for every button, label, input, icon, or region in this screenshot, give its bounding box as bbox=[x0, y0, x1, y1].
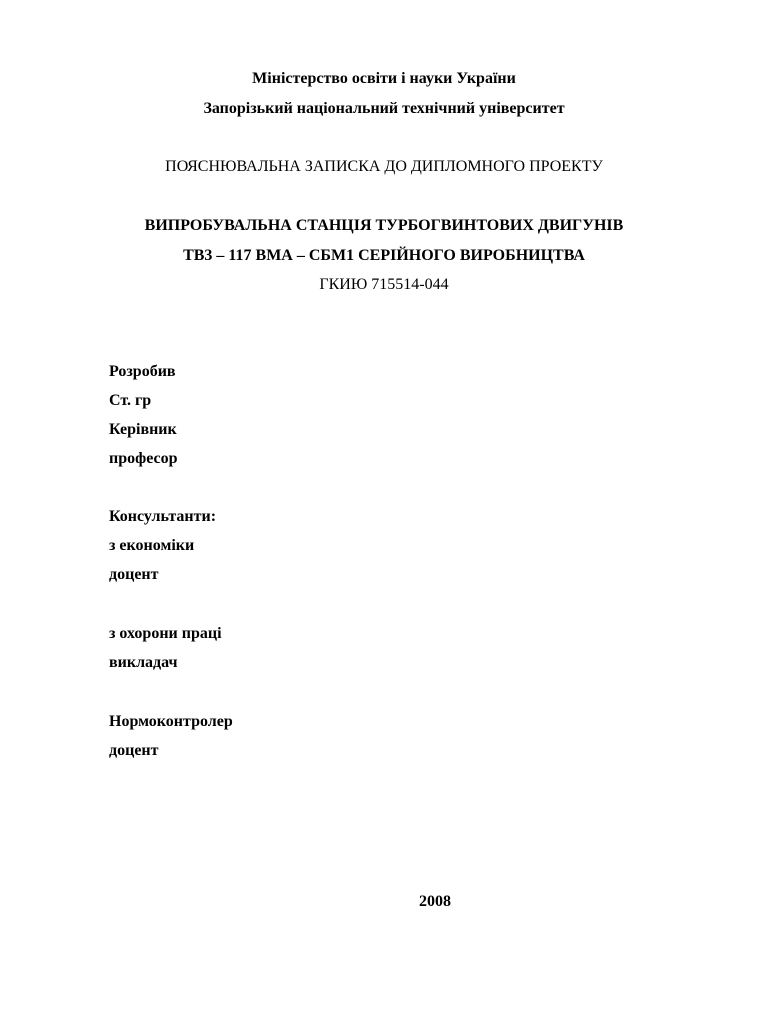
economics-consultant-title: доцент bbox=[109, 566, 159, 583]
supervisor-label: Керівник bbox=[109, 421, 177, 438]
project-title-line-1: ВИПРОБУВАЛЬНА СТАНЦІЯ ТУРБОГВИНТОВИХ ДВИГУНІВ bbox=[144, 217, 624, 234]
university-heading: Запорізький національний технічний університет bbox=[203, 100, 565, 117]
norm-controller-title: доцент bbox=[109, 742, 159, 759]
ministry-heading: Міністерство освіти і науки України bbox=[252, 70, 516, 87]
supervisor-title: професор bbox=[109, 450, 178, 467]
document-code: ГКИЮ 715514-044 bbox=[319, 276, 449, 293]
economics-consultant-label: з економіки bbox=[109, 537, 195, 554]
document-type: ПОЯСНЮВАЛЬНА ЗАПИСКА ДО ДИПЛОМНОГО ПРОЕКТУ bbox=[165, 158, 603, 175]
signatures-block bbox=[109, 362, 409, 770]
project-title-line-2: ТВ3 – 117 ВМА – СБМ1 СЕРІЙНОГО ВИРОБНИЦТВА bbox=[183, 247, 585, 264]
labor-protection-consultant-label: з охорони праці bbox=[109, 625, 222, 642]
consultants-label: Консультанти: bbox=[109, 508, 217, 525]
labor-protection-consultant-title: викладач bbox=[109, 654, 178, 671]
norm-controller-label: Нормоконтролер bbox=[109, 713, 233, 730]
year: 2008 bbox=[419, 893, 451, 910]
developer-label: Розробив bbox=[109, 363, 176, 380]
group-label: Ст. гр bbox=[109, 392, 152, 409]
